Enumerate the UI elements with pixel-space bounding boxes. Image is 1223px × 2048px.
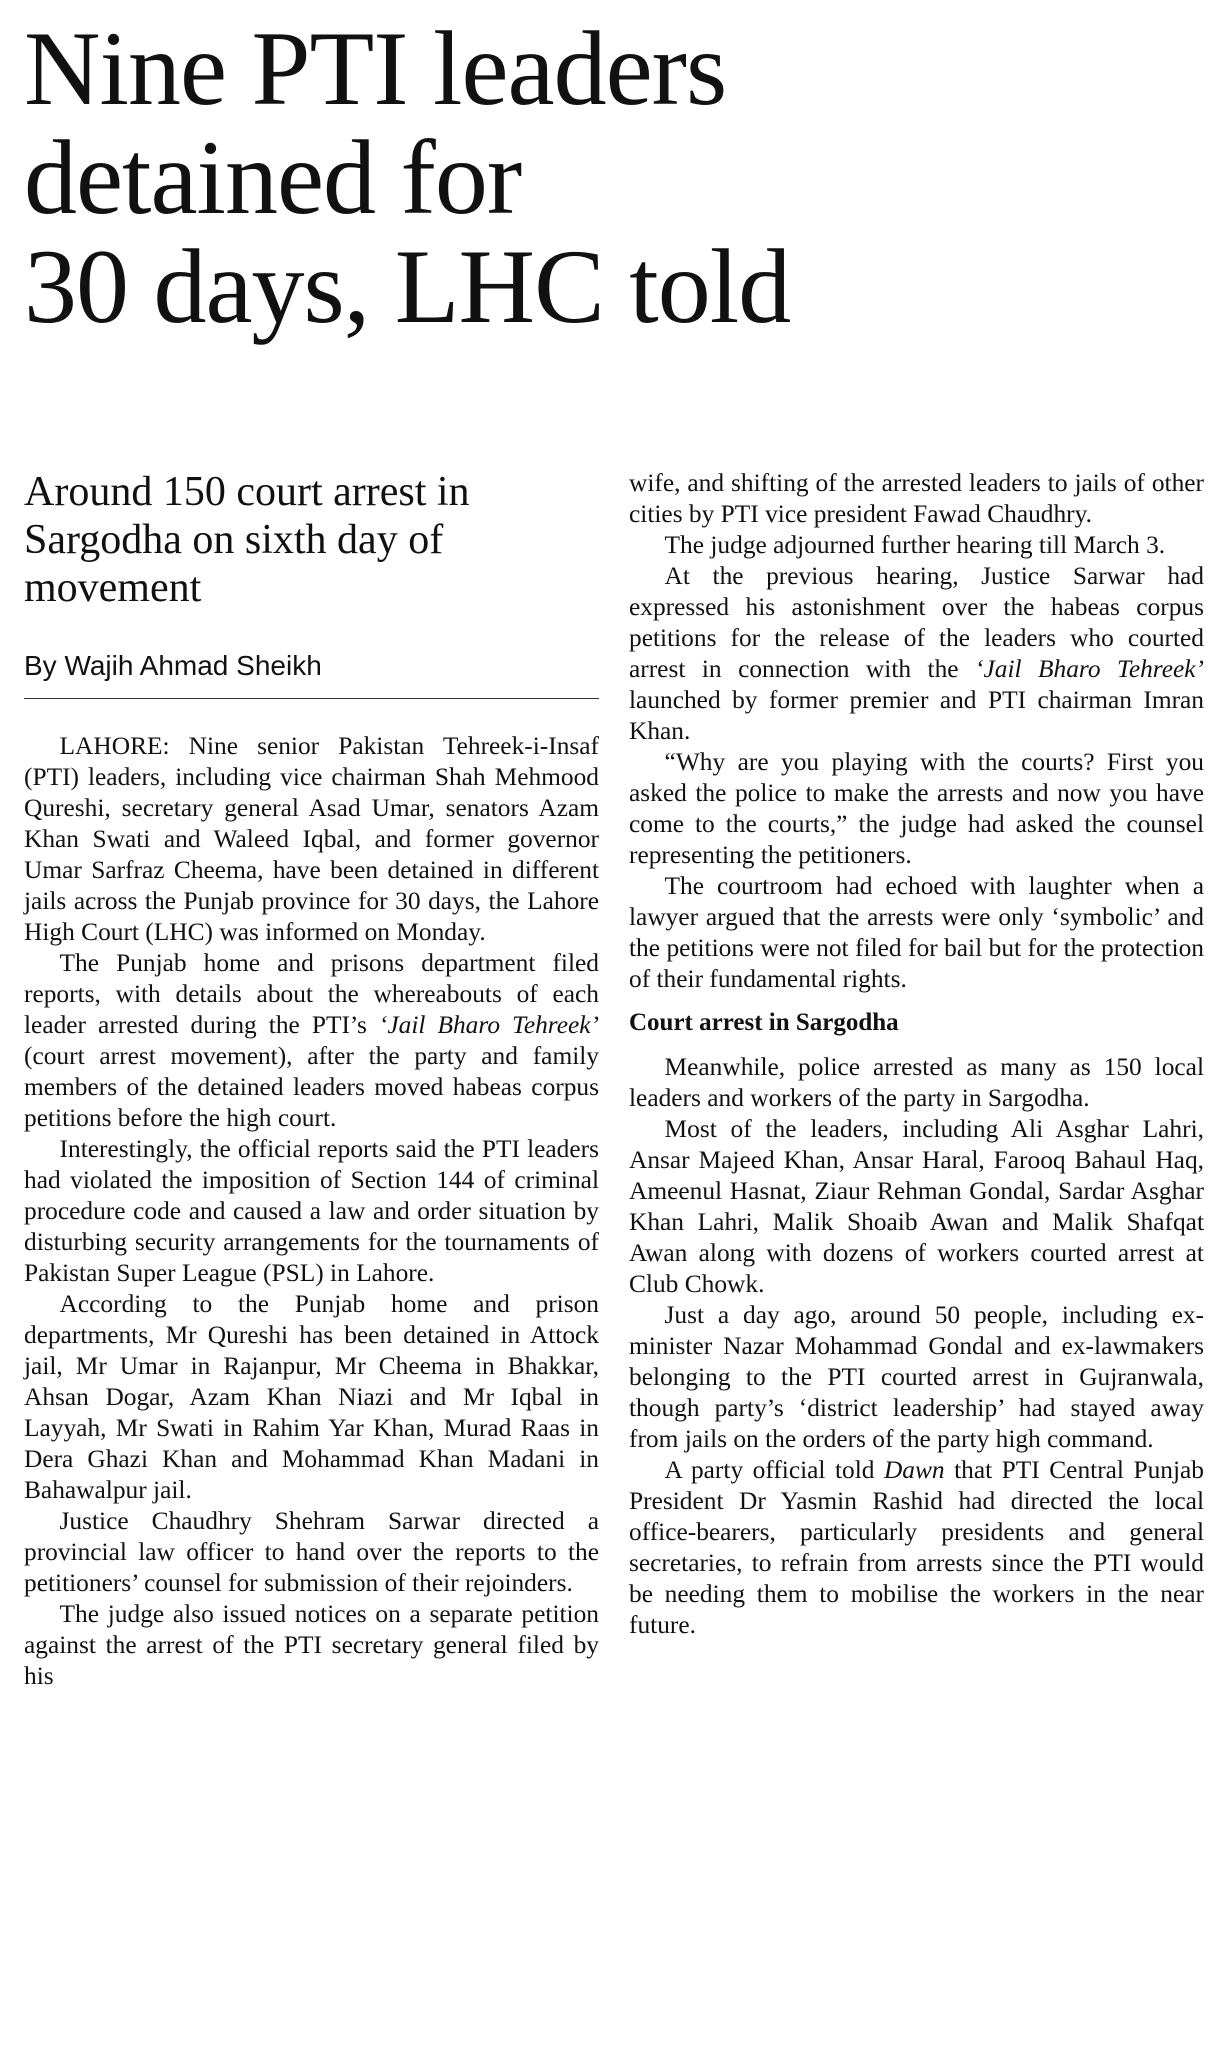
headline-line: detained for	[24, 119, 522, 236]
paragraph: The courtroom had echoed with laughter when a lawyer argued that the arrests were only ‘symbolic’ and the petitions were not filed for bail but for the protection of their fundamental rights.	[629, 872, 1204, 993]
paragraph: Interestingly, the official reports said the PTI leaders had violated the imposition of Section 144 of criminal procedure code and caused a law and order situation by disturbing security arrangements for the tournaments of Pakistan Super League (PSL) in Lahore.	[24, 1135, 599, 1287]
subheadline: Around 150 court arrest in Sargodha on sixth day of movement	[24, 469, 470, 611]
byline: By Wajih Ahmad Sheikh	[24, 650, 599, 699]
headline-line: Nine PTI leaders	[24, 10, 727, 127]
text-run: The Punjab home and prisons department filed reports, with details about the whereabouts of each leader arrested during the PTI’s	[24, 949, 599, 1039]
section-heading: Court arrest in Sargodha	[629, 1009, 899, 1036]
text-run: At the previous hearing, Justice Sarwar had expressed his astonishment over the habeas corpus petitions for the release of the leaders who courted arrest in connection with the	[629, 562, 1204, 683]
paragraph: Most of the leaders, including Ali Asghar Lahri, Ansar Majeed Khan, Ansar Haral, Farooq Bahaul Haq, Ameenul Hasnat, Ziaur Rehman Gondal, Sardar Asghar Khan Lahri, Malik Shoaib Awan and Malik Shafqat Awan along with dozens of workers courted arrest at Club Chowk.	[629, 1115, 1204, 1298]
paragraph: Meanwhile, police arrested as many as 150 local leaders and workers of the party in Sargodha.	[629, 1053, 1204, 1112]
paragraph: LAHORE: Nine senior Pakistan Tehreek-i-Insaf (PTI) leaders, including vice chairman Shah Mehmood Qureshi, secretary general Asad Umar, senators Azam Khan Swati and Waleed Iqbal, and former governor Umar Sarfraz Cheema, have been detained in different jails across the Punjab province for 30 days, the Lahore High Court (LHC) was informed on Monday.	[24, 732, 599, 946]
italic-run: ‘Jail Bharo Tehreek’	[378, 1011, 600, 1039]
paragraph	[629, 1455, 1204, 1641]
paragraph: According to the Punjab home and prison departments, Mr Qureshi has been detained in Attock jail, Mr Umar in Rajanpur, Mr Cheema in Bhakkar, Ahsan Dogar, Azam Khan Niazi and Mr Iqbal in Layyah, Mr Swati in Rahim Yar Khan, Murad Raas in Dera Ghazi Khan and Mohammad Khan Madani in Bahawalpur jail.	[24, 1290, 599, 1504]
headline-line: 30 days, LHC told	[24, 228, 791, 345]
text-run: that PTI Central Punjab President Dr Yasmin Rashid had directed the local office-bearers, particularly presidents and general secretaries, to refrain from arrests since the PTI would be needing them to mobilise the workers in the near future.	[629, 1456, 1204, 1639]
article-columns	[24, 468, 1204, 2038]
text-run: A party official told	[664, 1456, 884, 1484]
paragraph: Justice Chaudhry Shehram Sarwar directed a provincial law officer to hand over the reports to the petitioners’ counsel for submission of their rejoinders.	[24, 1507, 599, 1597]
paragraph	[629, 561, 1204, 747]
column-right	[629, 468, 1204, 2038]
text-run: launched by former premier and PTI chairman Imran Khan.	[629, 686, 1204, 745]
paragraph: Just a day ago, around 50 people, including ex-minister Nazar Mohammad Gondal and ex-lawmakers belonging to the PTI courted arrest in Gujranwala, though party’s ‘district leadership’ had stayed away from jails on the orders of the party high command.	[629, 1301, 1204, 1453]
column-left	[24, 468, 599, 2038]
paragraph: The judge adjourned further hearing till March 3.	[664, 531, 1166, 559]
paragraph	[24, 948, 599, 1134]
headline	[24, 10, 1199, 345]
italic-run: ‘Jail Bharo Tehreek’	[975, 655, 1204, 683]
paragraph-continued: wife, and shifting of the arrested leaders to jails of other cities by PTI vice president Fawad Chaudhry.	[629, 469, 1204, 528]
paragraph: The judge also issued notices on a separate petition against the arrest of the PTI secretary general filed by his	[24, 1600, 599, 1690]
italic-run: Dawn	[883, 1456, 945, 1484]
paragraph: “Why are you playing with the courts? First you asked the police to make the arrests and now you have come to the courts,” the judge had asked the counsel representing the petitioners.	[629, 748, 1204, 869]
text-run: (court arrest movement), after the party and family members of the detained leaders moved habeas corpus petitions before the high court.	[24, 1042, 599, 1132]
